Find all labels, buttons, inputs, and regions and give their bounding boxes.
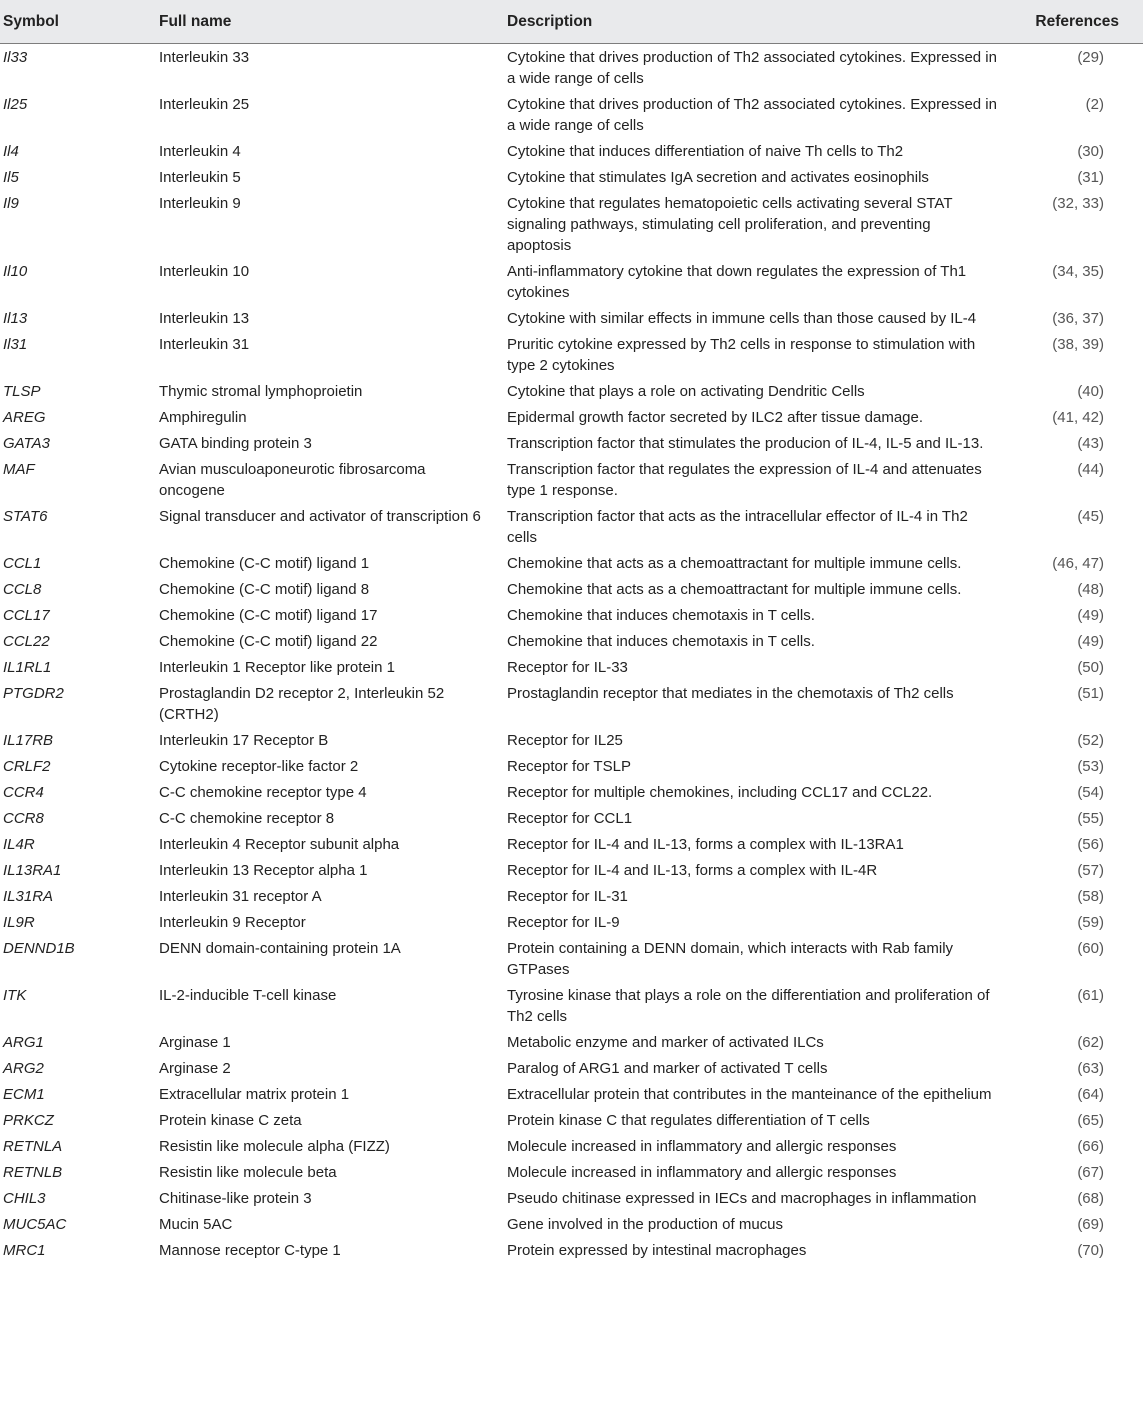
table-row — [0, 628, 1143, 654]
description-cell: Epidermal growth factor secreted by ILC2 after tissue damage. — [507, 409, 924, 426]
description-cell: Receptor for TSLP — [507, 758, 631, 775]
symbol-cell: CHIL3 — [3, 1190, 46, 1207]
references-cell: (69) — [1077, 1216, 1104, 1233]
symbol-cell: CRLF2 — [3, 758, 51, 775]
description-cell: Protein kinase C that regulates differentiation of T cells — [507, 1112, 870, 1129]
description-cell: Chemokine that acts as a chemoattractant for multiple immune cells. — [507, 555, 962, 572]
full-name-cell: Interleukin 4 Receptor subunit alpha — [159, 836, 400, 853]
table-row — [0, 1211, 1143, 1237]
table-row — [0, 91, 1143, 138]
description-cell: Cytokine with similar effects in immune cells than those caused by IL-4 — [507, 310, 977, 327]
references-cell: (53) — [1077, 758, 1104, 775]
full-name-cell: Chemokine (C-C motif) ligand 8 — [159, 581, 370, 598]
full-name-cell: GATA binding protein 3 — [159, 435, 312, 452]
table-row — [0, 680, 1143, 727]
description-cell: Receptor for IL-9 — [507, 914, 620, 931]
references-cell: (61) — [1077, 987, 1104, 1004]
description-cell: Receptor for IL25 — [507, 732, 623, 749]
table-row — [0, 430, 1143, 456]
description-cell: Tyrosine kinase that plays a role on the differentiation and proliferation of Th2 cells — [507, 987, 990, 1025]
symbol-cell: Il31 — [3, 336, 28, 353]
references-cell: (38, 39) — [1052, 336, 1104, 353]
symbol-cell: ECM1 — [3, 1086, 45, 1103]
table-row — [0, 1029, 1143, 1055]
table-row — [0, 1185, 1143, 1211]
table-row — [0, 331, 1143, 378]
symbol-cell: ARG1 — [3, 1034, 44, 1051]
table-row — [0, 831, 1143, 857]
full-name-cell: Interleukin 13 Receptor alpha 1 — [159, 862, 368, 879]
table-row — [0, 727, 1143, 753]
description-cell: Protein containing a DENN domain, which interacts with Rab family GTPases — [507, 940, 954, 978]
full-name-cell: Interleukin 31 — [159, 336, 250, 353]
references-cell: (52) — [1077, 732, 1104, 749]
symbol-cell: CCL8 — [3, 581, 42, 598]
full-name-cell: Interleukin 4 — [159, 143, 241, 160]
references-cell: (49) — [1077, 607, 1104, 624]
description-cell: Transcription factor that stimulates the producion of IL-4, IL-5 and IL-13. — [507, 435, 984, 452]
table-row — [0, 305, 1143, 331]
full-name-cell: Arginase 1 — [159, 1034, 231, 1051]
full-name-cell: C-C chemokine receptor 8 — [159, 810, 335, 827]
full-name-cell: Interleukin 9 Receptor — [159, 914, 306, 931]
symbol-cell: CCL17 — [3, 607, 50, 624]
full-name-cell: Interleukin 9 — [159, 195, 241, 212]
table-row — [0, 654, 1143, 680]
references-cell: (43) — [1077, 435, 1104, 452]
header-symbol: Symbol — [0, 0, 156, 44]
references-cell: (48) — [1077, 581, 1104, 598]
table-row — [0, 602, 1143, 628]
description-cell: Receptor for IL-4 and IL-13, forms a complex with IL-13RA1 — [507, 836, 904, 853]
table-row — [0, 550, 1143, 576]
references-cell: (49) — [1077, 633, 1104, 650]
symbol-cell: Il5 — [3, 169, 19, 186]
table-row — [0, 164, 1143, 190]
description-cell: Chemokine that induces chemotaxis in T cells. — [507, 633, 815, 650]
table-row — [0, 138, 1143, 164]
table-row — [0, 456, 1143, 503]
table-row — [0, 1237, 1143, 1263]
header-references: References — [1012, 0, 1143, 44]
table-row — [0, 857, 1143, 883]
full-name-cell: Arginase 2 — [159, 1060, 231, 1077]
full-name-cell: Chemokine (C-C motif) ligand 1 — [159, 555, 370, 572]
description-cell: Gene involved in the production of mucus — [507, 1216, 783, 1233]
table-row — [0, 503, 1143, 550]
symbol-cell: DENND1B — [3, 940, 75, 957]
references-cell: (66) — [1077, 1138, 1104, 1155]
full-name-cell: Prostaglandin D2 receptor 2, Interleukin 52 (CRTH2) — [159, 685, 445, 723]
symbol-cell: IL9R — [3, 914, 35, 931]
full-name-cell: Interleukin 5 — [159, 169, 241, 186]
table-row — [0, 935, 1143, 982]
full-name-cell: Cytokine receptor-like factor 2 — [159, 758, 359, 775]
references-cell: (65) — [1077, 1112, 1104, 1129]
description-cell: Molecule increased in inflammatory and allergic responses — [507, 1164, 897, 1181]
full-name-cell: Mannose receptor C-type 1 — [159, 1242, 341, 1259]
description-cell: Cytokine that drives production of Th2 associated cytokines. Expressed in a wide range of cells — [507, 49, 997, 87]
symbol-cell: MRC1 — [3, 1242, 46, 1259]
symbol-cell: Il33 — [3, 49, 28, 66]
symbol-cell: ITK — [3, 987, 27, 1004]
symbol-cell: AREG — [3, 409, 46, 426]
full-name-cell: Chemokine (C-C motif) ligand 17 — [159, 607, 378, 624]
symbol-cell: PRKCZ — [3, 1112, 54, 1129]
symbol-cell: STAT6 — [3, 508, 48, 525]
table-row — [0, 909, 1143, 935]
references-cell: (51) — [1077, 685, 1104, 702]
references-cell: (57) — [1077, 862, 1104, 879]
references-cell: (36, 37) — [1052, 310, 1104, 327]
table-row — [0, 1081, 1143, 1107]
symbol-cell: PTGDR2 — [3, 685, 64, 702]
description-cell: Transcription factor that acts as the intracellular effector of IL-4 in Th2 cells — [507, 508, 968, 546]
description-cell: Chemokine that induces chemotaxis in T cells. — [507, 607, 815, 624]
symbol-cell: CCL22 — [3, 633, 50, 650]
symbol-cell: IL13RA1 — [3, 862, 62, 879]
description-cell: Receptor for multiple chemokines, including CCL17 and CCL22. — [507, 784, 933, 801]
symbol-cell: Il9 — [3, 195, 19, 212]
full-name-cell: Interleukin 10 — [159, 263, 250, 280]
references-cell: (63) — [1077, 1060, 1104, 1077]
table-row — [0, 258, 1143, 305]
references-cell: (45) — [1077, 508, 1104, 525]
full-name-cell: Thymic stromal lymphoproietin — [159, 383, 363, 400]
description-cell: Pruritic cytokine expressed by Th2 cells in response to stimulation with type 2 cytokines — [507, 336, 976, 374]
header-full-name: Full name — [156, 0, 504, 44]
full-name-cell: Amphiregulin — [159, 409, 247, 426]
table-row — [0, 1107, 1143, 1133]
description-cell: Extracellular protein that contributes in the manteinance of the epithelium — [507, 1086, 992, 1103]
references-cell: (32, 33) — [1052, 195, 1104, 212]
full-name-cell: Interleukin 31 receptor A — [159, 888, 322, 905]
description-cell: Metabolic enzyme and marker of activated ILCs — [507, 1034, 824, 1051]
full-name-cell: Resistin like molecule beta — [159, 1164, 337, 1181]
references-cell: (54) — [1077, 784, 1104, 801]
table-row — [0, 1055, 1143, 1081]
description-cell: Receptor for IL-31 — [507, 888, 628, 905]
description-cell: Cytokine that regulates hematopoietic cells activating several STAT signaling pathways, stimulating cell proliferation, and preventing apoptosis — [507, 195, 953, 254]
table-row — [0, 1159, 1143, 1185]
symbol-cell: Il25 — [3, 96, 28, 113]
description-cell: Paralog of ARG1 and marker of activated T cells — [507, 1060, 828, 1077]
table-row — [0, 44, 1143, 92]
table-row — [0, 404, 1143, 430]
symbol-cell: RETNLB — [3, 1164, 63, 1181]
references-cell: (29) — [1077, 49, 1104, 66]
full-name-cell: Signal transducer and activator of transcription 6 — [159, 508, 481, 525]
symbol-cell: IL1RL1 — [3, 659, 52, 676]
description-cell: Transcription factor that regulates the expression of IL-4 and attenuates type 1 response. — [507, 461, 982, 499]
full-name-cell: Interleukin 33 — [159, 49, 250, 66]
table-row — [0, 982, 1143, 1029]
description-cell: Cytokine that induces differentiation of naive Th cells to Th2 — [507, 143, 904, 160]
full-name-cell: Mucin 5AC — [159, 1216, 233, 1233]
description-cell: Anti-inflammatory cytokine that down regulates the expression of Th1 cytokines — [507, 263, 967, 301]
references-cell: (44) — [1077, 461, 1104, 478]
references-cell: (46, 47) — [1052, 555, 1104, 572]
full-name-cell: Resistin like molecule alpha (FIZZ) — [159, 1138, 390, 1155]
table-row — [0, 1133, 1143, 1159]
description-cell: Receptor for IL-4 and IL-13, forms a complex with IL-4R — [507, 862, 878, 879]
references-cell: (70) — [1077, 1242, 1104, 1259]
references-cell: (41, 42) — [1052, 409, 1104, 426]
description-cell: Chemokine that acts as a chemoattractant for multiple immune cells. — [507, 581, 962, 598]
symbol-cell: CCL1 — [3, 555, 42, 572]
full-name-cell: Interleukin 13 — [159, 310, 250, 327]
symbol-cell: Il13 — [3, 310, 28, 327]
full-name-cell: Avian musculoaponeurotic fibrosarcoma oncogene — [159, 461, 426, 499]
references-cell: (64) — [1077, 1086, 1104, 1103]
description-cell: Pseudo chitinase expressed in IECs and macrophages in inflammation — [507, 1190, 977, 1207]
full-name-cell: C-C chemokine receptor type 4 — [159, 784, 367, 801]
header-row — [0, 0, 1143, 44]
full-name-cell: Protein kinase C zeta — [159, 1112, 302, 1129]
references-cell: (68) — [1077, 1190, 1104, 1207]
references-cell: (2) — [1085, 96, 1104, 113]
symbol-cell: TLSP — [3, 383, 41, 400]
table-row — [0, 883, 1143, 909]
symbol-cell: CCR8 — [3, 810, 44, 827]
symbol-cell: RETNLA — [3, 1138, 63, 1155]
description-cell: Receptor for IL-33 — [507, 659, 628, 676]
symbol-cell: IL31RA — [3, 888, 54, 905]
description-cell: Protein expressed by intestinal macrophages — [507, 1242, 807, 1259]
table-row — [0, 190, 1143, 258]
symbol-cell: GATA3 — [3, 435, 50, 452]
description-cell: Molecule increased in inflammatory and allergic responses — [507, 1138, 897, 1155]
table-row — [0, 805, 1143, 831]
table-row — [0, 753, 1143, 779]
symbol-cell: IL17RB — [3, 732, 54, 749]
full-name-cell: Extracellular matrix protein 1 — [159, 1086, 350, 1103]
table-row — [0, 378, 1143, 404]
full-name-cell: IL-2-inducible T-cell kinase — [159, 987, 337, 1004]
symbol-cell: Il4 — [3, 143, 19, 160]
description-cell: Cytokine that stimulates IgA secretion and activates eosinophils — [507, 169, 929, 186]
references-cell: (59) — [1077, 914, 1104, 931]
references-cell: (40) — [1077, 383, 1104, 400]
symbol-cell: IL4R — [3, 836, 35, 853]
header-description: Description — [504, 0, 1012, 44]
symbol-cell: CCR4 — [3, 784, 44, 801]
full-name-cell: Chemokine (C-C motif) ligand 22 — [159, 633, 378, 650]
references-cell: (56) — [1077, 836, 1104, 853]
full-name-cell: Interleukin 1 Receptor like protein 1 — [159, 659, 395, 676]
description-cell: Receptor for CCL1 — [507, 810, 633, 827]
table-row — [0, 576, 1143, 602]
full-name-cell: Chitinase-like protein 3 — [159, 1190, 312, 1207]
full-name-cell: DENN domain-containing protein 1A — [159, 940, 401, 957]
references-cell: (31) — [1077, 169, 1104, 186]
table-body — [0, 44, 1143, 1264]
references-cell: (60) — [1077, 940, 1104, 957]
references-cell: (55) — [1077, 810, 1104, 827]
description-cell: Cytokine that drives production of Th2 associated cytokines. Expressed in a wide range of cells — [507, 96, 997, 134]
references-cell: (62) — [1077, 1034, 1104, 1051]
full-name-cell: Interleukin 17 Receptor B — [159, 732, 329, 749]
references-cell: (67) — [1077, 1164, 1104, 1181]
description-cell: Cytokine that plays a role on activating Dendritic Cells — [507, 383, 865, 400]
table-header — [0, 0, 1143, 44]
symbol-cell: ARG2 — [3, 1060, 44, 1077]
table-row — [0, 779, 1143, 805]
references-cell: (34, 35) — [1052, 263, 1104, 280]
symbol-cell: MUC5AC — [3, 1216, 67, 1233]
references-cell: (30) — [1077, 143, 1104, 160]
references-cell: (58) — [1077, 888, 1104, 905]
references-cell: (50) — [1077, 659, 1104, 676]
symbol-cell: Il10 — [3, 263, 28, 280]
description-cell: Prostaglandin receptor that mediates in the chemotaxis of Th2 cells — [507, 685, 954, 702]
symbol-cell: MAF — [3, 461, 35, 478]
full-name-cell: Interleukin 25 — [159, 96, 250, 113]
